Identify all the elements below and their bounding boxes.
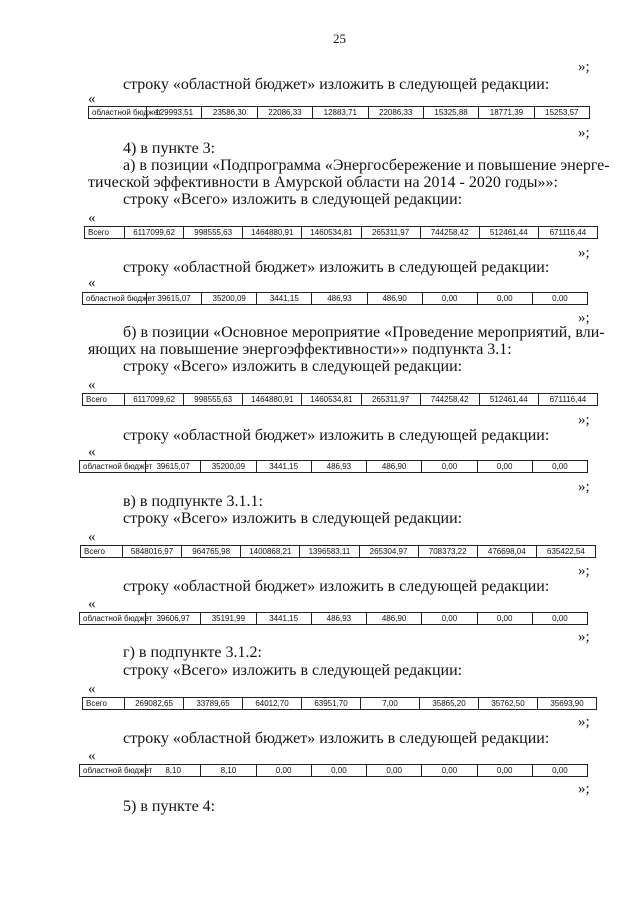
table-cell: 35762,50 (479, 698, 538, 710)
table-cell: 129993,51 (147, 107, 202, 119)
table-cell: 998555,63 (184, 394, 243, 406)
table-cell: 15325,88 (423, 107, 478, 119)
page-number: 25 (333, 31, 346, 46)
table-cell: 0,00 (532, 613, 587, 625)
table-cell: 5848016,97 (123, 546, 182, 558)
instruction-line: строку «Всего» изложить в следующей редакции: (123, 358, 463, 375)
table-cell: 476698,04 (477, 546, 536, 558)
table-cell: 3441,15 (256, 461, 311, 473)
table-cell: 18771,39 (479, 107, 534, 119)
item-paragraph: а) в позиции «Подпрограмма «Энергосбережение и повышение энерге- (123, 157, 610, 174)
table-cell: 35200,09 (202, 293, 257, 305)
row-label: Всего (85, 227, 125, 239)
item-heading: г) в подпункте 3.1.2: (123, 644, 262, 661)
table-cell: 486,93 (312, 293, 367, 305)
item-paragraph: тической эффективности в Амурской области на 2014 - 2020 годы»»: (88, 174, 558, 191)
instruction-line: строку «Всего» изложить в следующей редакции: (123, 510, 463, 527)
closing-quote: »; (578, 59, 590, 75)
total-row-table (82, 393, 598, 406)
table-cell: 0,00 (532, 293, 587, 305)
instruction-line: строку «Всего» изложить в следующей редакции: (123, 191, 463, 208)
table-cell: 0,00 (477, 613, 532, 625)
table-cell: 512461,44 (479, 227, 538, 239)
instruction-line: строку «Всего» изложить в следующей редакции: (123, 662, 463, 679)
table-cell: 269082,65 (125, 698, 184, 710)
table-cell: 0,00 (477, 765, 532, 777)
table-cell: 0,00 (477, 293, 532, 305)
closing-quote: »; (578, 310, 590, 326)
opening-quote: « (88, 444, 96, 460)
item-heading: 4) в пункте 3: (123, 140, 216, 157)
table-cell: 7,00 (361, 698, 420, 710)
budget-row-table (79, 460, 588, 473)
opening-quote: « (88, 681, 96, 697)
table-cell: 3441,15 (256, 613, 311, 625)
opening-quote: « (88, 210, 96, 226)
table-cell: 1464880,91 (243, 394, 302, 406)
closing-quote: »; (578, 479, 590, 495)
table-cell: 486,90 (367, 613, 422, 625)
opening-quote: « (88, 529, 96, 545)
table-cell: 0,00 (422, 765, 477, 777)
table-cell: 0,00 (532, 765, 587, 777)
budget-row-table (88, 106, 590, 119)
table-cell: 0,00 (422, 613, 477, 625)
closing-quote: »; (578, 781, 590, 797)
instruction-line: строку «областной бюджет» изложить в следующей редакции: (123, 730, 550, 747)
table-cell: 486,90 (367, 461, 422, 473)
table-cell: 265311,97 (361, 394, 420, 406)
table-cell: 671116,44 (538, 227, 597, 239)
table-cell: 3441,15 (257, 293, 312, 305)
table-cell: 35865,20 (420, 698, 479, 710)
item-paragraph: яющих на повышение энергоэффективности»» подпункта 3.1: (88, 341, 512, 358)
row-label: Всего (83, 698, 125, 710)
instruction-line: строку «областной бюджет» изложить в следующей редакции: (123, 76, 550, 93)
table-cell: 0,00 (422, 293, 477, 305)
table-cell: 8,10 (201, 765, 256, 777)
budget-row-table (82, 292, 588, 305)
table-cell: 998555,63 (184, 227, 243, 239)
table-cell: 23586,30 (202, 107, 257, 119)
table-cell: 12883,71 (313, 107, 368, 119)
table-cell: 22086,33 (368, 107, 423, 119)
table-cell: 39615,07 (147, 293, 202, 305)
table-cell: 486,90 (367, 293, 422, 305)
row-label: областной бюджет (80, 613, 146, 625)
opening-quote: « (88, 748, 96, 764)
table-cell: 1460534,81 (302, 227, 361, 239)
table-cell: 33789,65 (184, 698, 243, 710)
table-cell: 39606,97 (146, 613, 201, 625)
table-cell: 486,93 (311, 461, 366, 473)
table-cell: 671116,44 (538, 394, 597, 406)
table-cell: 6117099,62 (125, 394, 184, 406)
table-cell: 35693,90 (538, 698, 597, 710)
table-cell: 6117099,62 (125, 227, 184, 239)
closing-quote: »; (578, 563, 590, 579)
table-cell: 1460534,81 (302, 394, 361, 406)
row-label: Всего (83, 394, 125, 406)
total-row-table (84, 226, 598, 239)
table-cell: 635422,54 (536, 546, 595, 558)
table-cell: 22086,33 (257, 107, 312, 119)
instruction-line: строку «областной бюджет» изложить в следующей редакции: (123, 578, 550, 595)
closing-quote: »; (578, 629, 590, 645)
table-cell: 15253,57 (534, 107, 589, 119)
item-heading: в) в подпункте 3.1.1: (123, 493, 263, 510)
row-label: областной бюджет (80, 765, 146, 777)
table-cell: 39615,07 (146, 461, 201, 473)
budget-row-table (79, 612, 588, 625)
row-label: областной бюджет (83, 293, 147, 305)
table-cell: 0,00 (477, 461, 532, 473)
table-cell: 63951,70 (302, 698, 361, 710)
table-cell: 265311,97 (361, 227, 420, 239)
table-cell: 0,00 (311, 765, 366, 777)
budget-row-table (79, 764, 588, 777)
table-cell: 0,00 (256, 765, 311, 777)
item-heading: 5) в пункте 4: (123, 798, 216, 815)
opening-quote: « (88, 596, 96, 612)
table-cell: 964765,98 (182, 546, 241, 558)
table-cell: 486,93 (311, 613, 366, 625)
table-cell: 744258,42 (420, 227, 479, 239)
closing-quote: »; (578, 245, 590, 261)
closing-quote: »; (578, 714, 590, 730)
table-cell: 0,00 (422, 461, 477, 473)
table-cell: 1400868,21 (241, 546, 300, 558)
table-cell: 512461,44 (479, 394, 538, 406)
table-cell: 64012,70 (243, 698, 302, 710)
total-row-table (80, 545, 596, 558)
table-cell: 8,10 (146, 765, 201, 777)
closing-quote: »; (578, 412, 590, 428)
table-cell: 0,00 (532, 461, 587, 473)
table-cell: 35191,99 (201, 613, 256, 625)
table-cell: 1396583,11 (300, 546, 359, 558)
row-label: Всего (81, 546, 123, 558)
table-cell: 744258,42 (420, 394, 479, 406)
table-cell: 265304,97 (359, 546, 418, 558)
closing-quote: »; (578, 125, 590, 141)
instruction-line: строку «областной бюджет» изложить в следующей редакции: (123, 259, 550, 276)
opening-quote: « (88, 275, 96, 291)
opening-quote: « (88, 91, 96, 107)
row-label: областной бюджет (89, 107, 147, 119)
total-row-table (82, 697, 597, 710)
table-cell: 1464880,91 (243, 227, 302, 239)
table-cell: 708373,22 (418, 546, 477, 558)
table-cell: 35200,09 (201, 461, 256, 473)
table-cell: 0,00 (367, 765, 422, 777)
item-paragraph: б) в позиции «Основное мероприятие «Проведение мероприятий, вли- (123, 324, 605, 341)
row-label: областной бюджет (80, 461, 146, 473)
instruction-line: строку «областной бюджет» изложить в следующей редакции: (123, 427, 550, 444)
opening-quote: « (88, 377, 96, 393)
